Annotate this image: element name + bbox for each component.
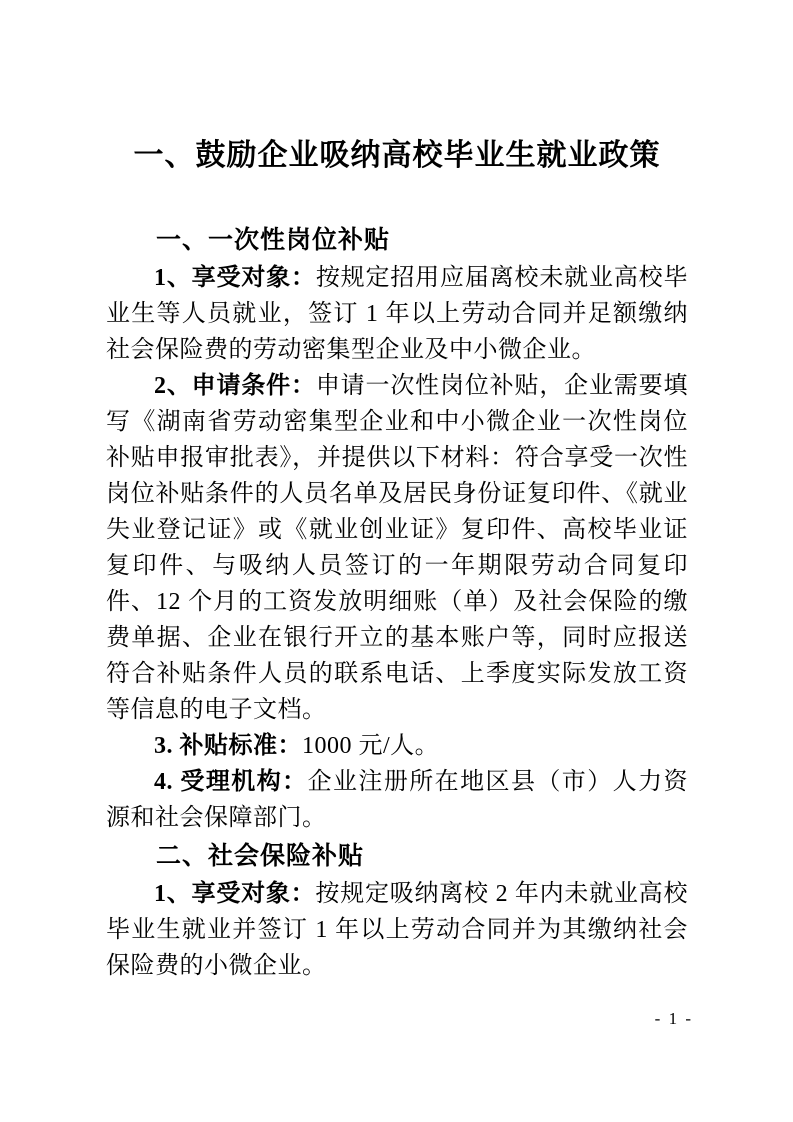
document-title: 一、鼓励企业吸纳高校毕业生就业政策 bbox=[133, 139, 661, 172]
paragraph-label: 1、享受对象： bbox=[154, 881, 316, 907]
paragraph-label: 1、享受对象： bbox=[154, 265, 316, 291]
paragraph-label: 3. 补贴标准： bbox=[154, 733, 302, 759]
paragraph-text: 按规定招用应届离校未就业高校毕业生等人员就业，签订 1 年以上劳动合同并足额缴纳社会保险费的劳动密集型企业及中小微企业。 bbox=[106, 265, 689, 363]
paragraph-label: 2、申请条件： bbox=[154, 373, 316, 399]
paragraph-eligible-targets bbox=[106, 260, 688, 368]
section-2-heading: 二、社会保险补贴 bbox=[156, 842, 365, 870]
document-content bbox=[106, 134, 688, 984]
paragraph-text: 企业注册所在地区县（市）人力资源和社会保障部门。 bbox=[106, 769, 689, 831]
paragraph-text: 按规定吸纳离校 2 年内未就业高校毕业生就业并签订 1 年以上劳动合同并为其缴纳社会保险费的小微企业。 bbox=[106, 881, 689, 979]
section-one-time-post-subsidy bbox=[106, 220, 688, 836]
paragraph-label: 4. 受理机构： bbox=[154, 769, 308, 795]
section-1-heading: 一、一次性岗位补贴 bbox=[156, 226, 391, 254]
paragraph-subsidy-standard bbox=[106, 728, 688, 764]
paragraph-accepting-agency bbox=[106, 764, 688, 836]
paragraph-text: 申请一次性岗位补贴，企业需要填写《湖南省劳动密集型企业和中小微企业一次性岗位补贴申报审批表》，并提供以下材料：符合享受一次性岗位补贴条件的人员名单及居民身份证复印件、《就业失业登记证》或《就业创业证》复印件、高校毕业证复印件、与吸纳人员签订的一年期限劳动合同复印件、12 个月的工资发放明细账（单）及社会保险的缴费单据、企业在银行开立的基本账户等，同时应报送符合补贴条件人员的联系电话、上季度实际发放工资等信息的电子文档。 bbox=[106, 373, 689, 723]
paragraph-text: 1000 元/人。 bbox=[302, 733, 440, 759]
paragraph-application-conditions bbox=[106, 368, 688, 728]
paragraph-eligible-targets bbox=[106, 876, 688, 984]
page-number: - 1 - bbox=[654, 1009, 693, 1028]
section-social-insurance-subsidy bbox=[106, 836, 688, 984]
